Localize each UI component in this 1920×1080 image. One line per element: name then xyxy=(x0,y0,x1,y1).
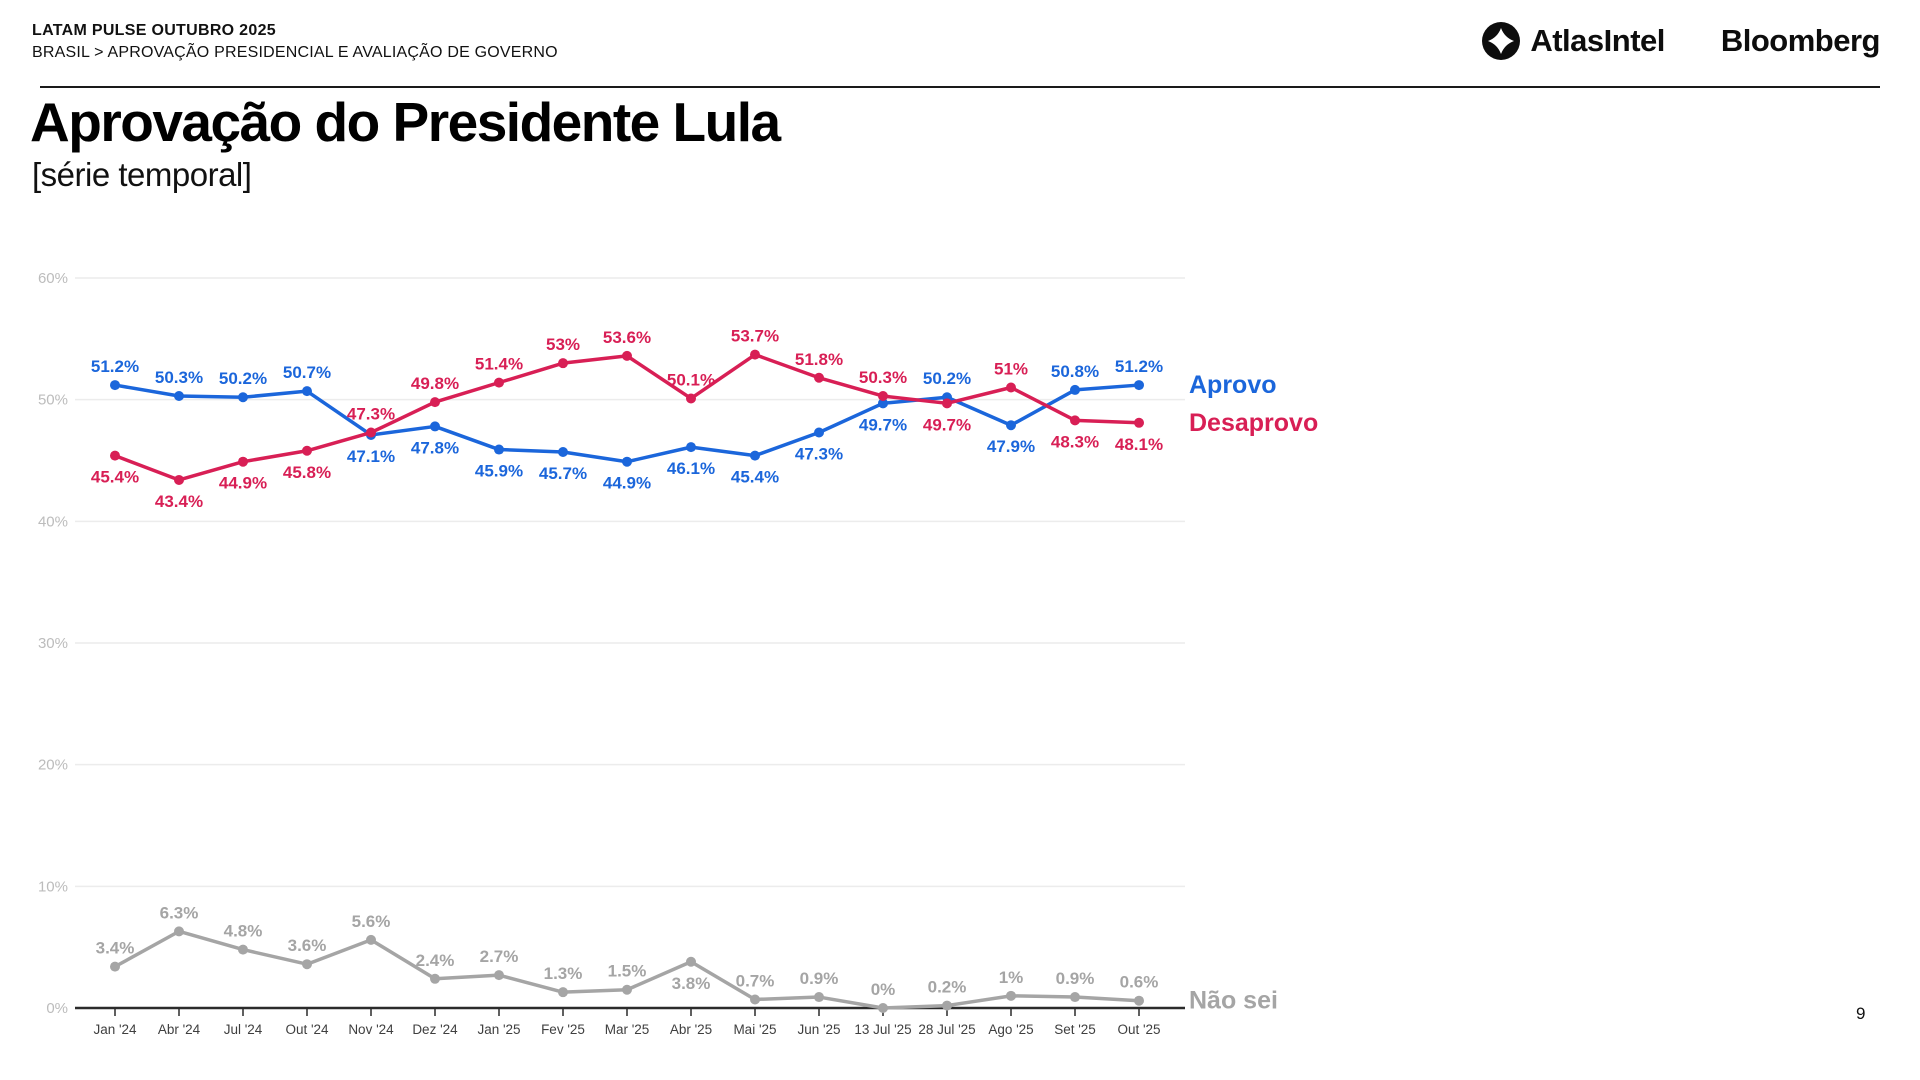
data-point xyxy=(750,994,760,1004)
data-point-label: 45.7% xyxy=(538,463,588,483)
data-point-label: 53% xyxy=(545,335,581,355)
data-point-label: 0.2% xyxy=(927,977,967,997)
data-point xyxy=(622,457,632,467)
data-point xyxy=(622,985,632,995)
data-point xyxy=(110,962,120,972)
x-axis-tick-label: Mai '25 xyxy=(733,1022,777,1037)
data-point xyxy=(238,945,248,955)
data-point xyxy=(494,378,504,388)
page-number: 9 xyxy=(1856,1004,1866,1023)
y-axis-tick-label: 40% xyxy=(37,513,68,531)
data-point xyxy=(238,392,248,402)
x-axis-tick-label: Fev '25 xyxy=(541,1022,585,1037)
y-axis-tick-label: 30% xyxy=(37,634,68,652)
data-point-label: 43.4% xyxy=(154,491,204,511)
data-point xyxy=(814,992,824,1002)
page-subtitle: [série temporal] xyxy=(32,155,252,193)
series-line-aprovo xyxy=(115,385,1139,462)
data-point-label: 50.2% xyxy=(922,369,972,389)
data-point-label: 50.2% xyxy=(218,369,268,389)
data-point xyxy=(494,970,504,980)
data-point xyxy=(494,445,504,455)
data-point xyxy=(558,358,568,368)
data-point-label: 51% xyxy=(993,359,1029,379)
data-point xyxy=(430,974,440,984)
data-point xyxy=(110,451,120,461)
data-point-label: 48.1% xyxy=(1114,434,1164,454)
data-point-label: 47.1% xyxy=(346,446,396,466)
bloomberg-logo: Bloomberg xyxy=(1720,23,1880,58)
data-point-label: 3.8% xyxy=(671,973,711,993)
data-point xyxy=(366,428,376,438)
data-point-label: 0.7% xyxy=(735,971,775,991)
x-axis-tick-label: Mar '25 xyxy=(604,1022,650,1037)
data-point-label: 3.4% xyxy=(95,938,135,958)
data-point-label: 2.7% xyxy=(479,947,519,967)
data-point xyxy=(686,442,696,452)
data-point-label: 44.9% xyxy=(602,473,652,493)
data-point-label: 45.8% xyxy=(282,462,332,482)
data-point-label: 45.4% xyxy=(90,467,140,487)
data-point xyxy=(622,351,632,361)
data-point xyxy=(430,397,440,407)
data-point-label: 53.7% xyxy=(730,326,780,346)
grid xyxy=(38,270,1185,1017)
data-point-label: 45.9% xyxy=(474,461,524,481)
data-point-label: 50.8% xyxy=(1050,361,1100,381)
data-point xyxy=(1070,992,1080,1002)
x-axis-tick-label: Out '25 xyxy=(1117,1022,1161,1037)
x-axis-tick-label: Jun '25 xyxy=(797,1022,841,1037)
data-point xyxy=(558,447,568,457)
data-point xyxy=(366,935,376,945)
data-point xyxy=(1134,418,1144,428)
data-point-label: 49.7% xyxy=(858,415,908,435)
data-point xyxy=(1134,380,1144,390)
data-point xyxy=(174,475,184,485)
data-point xyxy=(942,398,952,408)
data-point-label: 53.6% xyxy=(602,327,652,347)
data-point xyxy=(1070,415,1080,425)
data-point xyxy=(942,1001,952,1011)
x-axis-tick-label: Jul '24 xyxy=(223,1022,263,1037)
data-point-label: 50.1% xyxy=(666,370,716,390)
data-point-label: 0% xyxy=(870,980,896,999)
data-point xyxy=(302,446,312,456)
y-axis-tick-label: 60% xyxy=(37,269,68,287)
data-point-label: 49.7% xyxy=(922,415,972,435)
data-point-label: 5.6% xyxy=(351,911,391,931)
data-point-label: 2.4% xyxy=(415,950,455,970)
report-kicker: LATAM PULSE OUTUBRO 2025 xyxy=(32,22,276,39)
data-point xyxy=(302,386,312,396)
x-axis-tick-label: Jan '24 xyxy=(93,1022,137,1037)
data-point xyxy=(174,926,184,936)
data-point xyxy=(174,391,184,401)
data-point-label: 47.3% xyxy=(346,404,396,424)
data-point xyxy=(1006,382,1016,392)
legend-desaprovo: Desaprovo xyxy=(1189,408,1319,437)
x-axis-tick-label: Jan '25 xyxy=(477,1022,521,1037)
data-point-label: 0.9% xyxy=(1055,969,1095,989)
data-point xyxy=(814,373,824,383)
data-point-label: 46.1% xyxy=(666,459,716,479)
y-axis-tick-label: 20% xyxy=(37,756,68,774)
data-point-label: 50.3% xyxy=(858,368,908,388)
data-point xyxy=(814,428,824,438)
data-point-label: 44.9% xyxy=(218,473,268,493)
data-point-label: 48.3% xyxy=(1050,432,1100,452)
y-axis-tick-label: 0% xyxy=(46,1000,68,1017)
y-axis-tick-label: 10% xyxy=(37,878,68,896)
data-point-label: 50.3% xyxy=(154,368,204,388)
data-point-label: 51.4% xyxy=(474,354,524,374)
data-point xyxy=(686,393,696,403)
data-point xyxy=(686,957,696,967)
data-point xyxy=(238,457,248,467)
data-point xyxy=(1070,385,1080,395)
series-desaprovo xyxy=(91,327,1318,511)
data-point-label: 50.7% xyxy=(282,363,332,383)
legend-n-o-sei: Não sei xyxy=(1189,986,1278,1015)
data-point-label: 3.6% xyxy=(287,936,327,956)
data-point-label: 49.8% xyxy=(410,374,460,394)
data-point-label: 0.9% xyxy=(799,969,839,989)
y-axis-tick-label: 50% xyxy=(37,391,68,409)
x-axis-tick-label: Set '25 xyxy=(1054,1022,1096,1037)
data-point-label: 51.2% xyxy=(1114,357,1164,377)
data-point-label: 47.9% xyxy=(986,437,1036,457)
x-axis xyxy=(75,1008,1185,1037)
data-point xyxy=(1134,996,1144,1006)
data-point xyxy=(558,987,568,997)
data-point xyxy=(302,959,312,969)
data-point-label: 4.8% xyxy=(223,921,263,941)
series-n-o-sei xyxy=(96,903,1278,1014)
data-point xyxy=(1006,991,1016,1001)
data-point-label: 51.8% xyxy=(794,349,844,369)
data-point-label: 6.3% xyxy=(159,903,199,923)
x-axis-tick-label: Abr '24 xyxy=(157,1022,201,1037)
page-title: Aprovação do Presidente Lula xyxy=(30,91,780,153)
breadcrumb: BRASIL > APROVAÇÃO PRESIDENCIAL E AVALIAÇÃO DE GOVERNO xyxy=(32,44,558,62)
data-point-label: 51.2% xyxy=(90,357,140,377)
data-point xyxy=(878,1003,888,1013)
data-point xyxy=(430,421,440,431)
atlasintel-wordmark: AtlasIntel xyxy=(1530,23,1665,58)
data-point xyxy=(750,350,760,360)
data-point-label: 45.4% xyxy=(730,467,780,487)
data-point-label: 1% xyxy=(998,967,1024,987)
x-axis-tick-label: Nov '24 xyxy=(348,1022,394,1037)
x-axis-tick-label: Out '24 xyxy=(285,1022,329,1037)
x-axis-tick-label: 13 Jul '25 xyxy=(854,1022,912,1037)
x-axis-tick-label: Dez '24 xyxy=(412,1022,458,1037)
x-axis-tick-label: Ago '25 xyxy=(988,1022,1034,1037)
data-point-label: 1.5% xyxy=(607,961,647,981)
data-point-label: 1.3% xyxy=(543,964,583,984)
data-point xyxy=(750,451,760,461)
data-point xyxy=(110,380,120,390)
data-point xyxy=(878,391,888,401)
data-point-label: 47.3% xyxy=(794,444,844,464)
data-point-label: 0.6% xyxy=(1119,972,1159,992)
data-point-label: 47.8% xyxy=(410,438,460,458)
x-axis-tick-label: Abr '25 xyxy=(669,1022,713,1037)
data-point xyxy=(1006,420,1016,430)
legend-aprovo: Aprovo xyxy=(1189,371,1277,400)
x-axis-tick-label: 28 Jul '25 xyxy=(918,1022,976,1037)
